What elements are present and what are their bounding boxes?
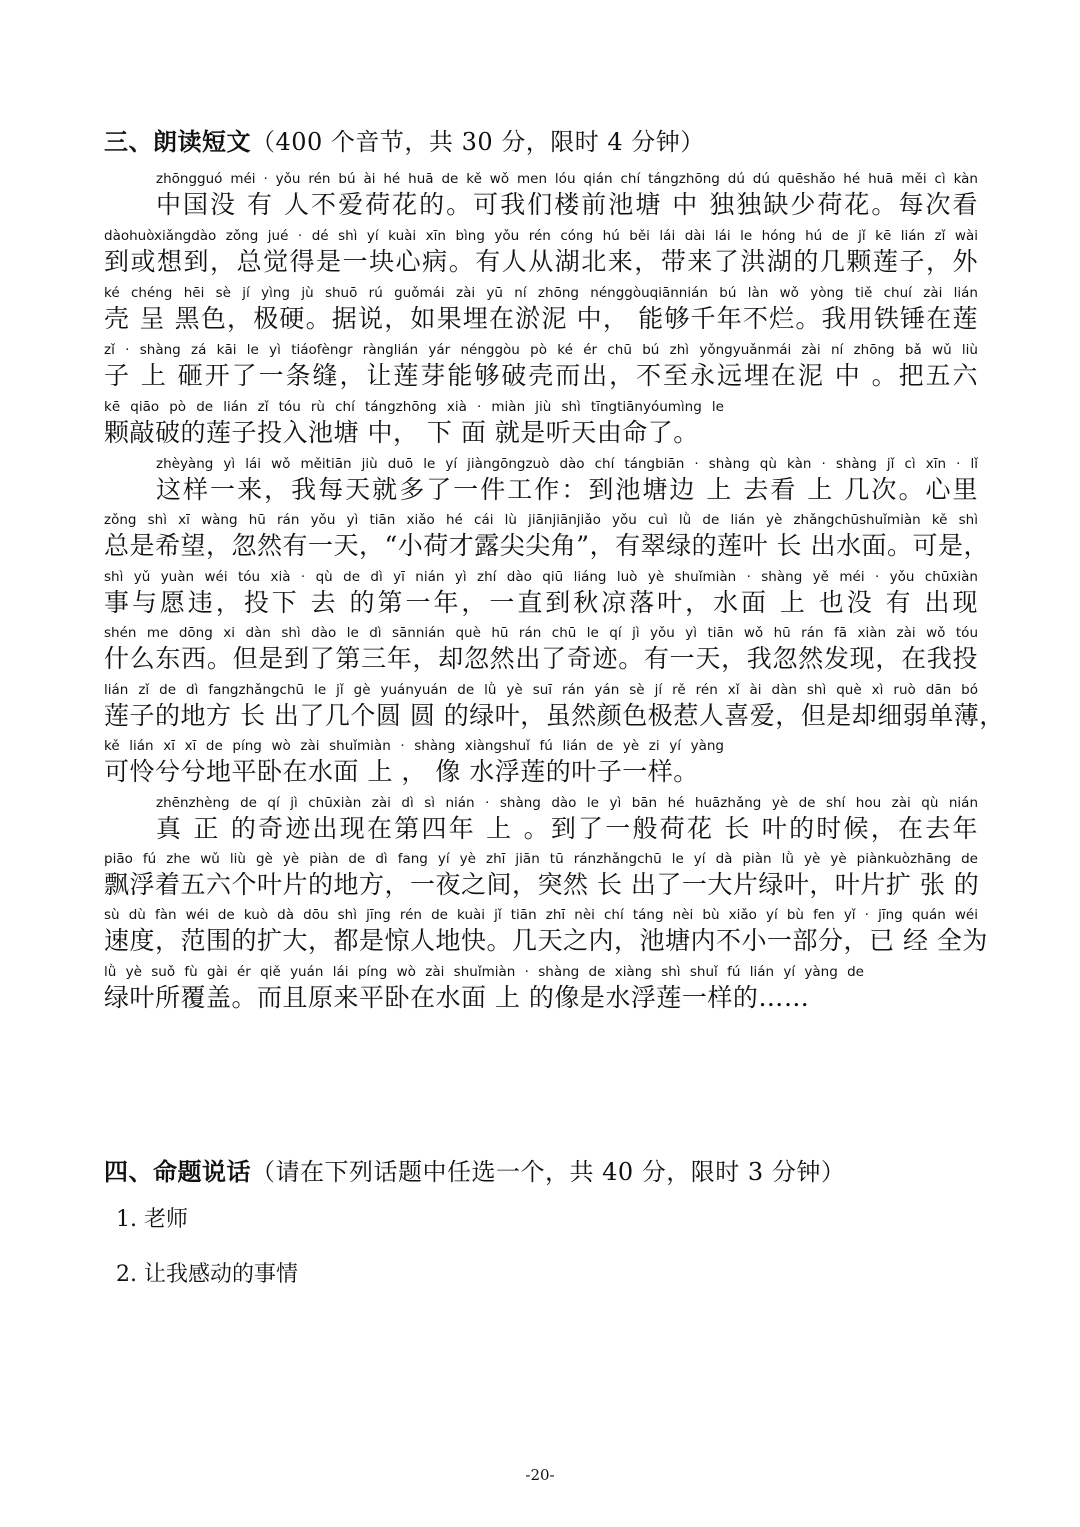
page-number: -20- (525, 1466, 555, 1484)
section4-title: 四、命题说话 (104, 1158, 251, 1186)
text-line: 到或想到，总觉得是一块心病。有人从湖北来，带来了洪湖的几颗莲子，外 (104, 247, 978, 276)
text-line: 壳 呈 黑色，极硬。据说，如果埋在淤泥 中， 能够千年不烂。我用铁锤在莲 (104, 304, 978, 333)
text-line: 子 上 砸开了一条缝，让莲芽能够破壳而出，不至永远埋在泥 中 。把五六 (104, 361, 978, 390)
pinyin-line: zǐ · shàng zá kāi le yì tiáofèngr rànglián yár nénggòu pò ké ér chū bú zhì yǒngyuǎnmái zài ní zhōng bǎ wǔ liù (104, 342, 978, 358)
passage-line (104, 850, 978, 910)
text-line: 飘浮着五六个叶片的地方，一夜之间，突然 长 出了一大片绿叶，叶片扩 张 的 (104, 870, 980, 899)
passage-line (104, 568, 978, 628)
pinyin-line: zǒng shì xī wàng hū rán yǒu yì tiān xiǎo hé cái lù jiānjiānjiǎo yǒu cuì lǜ de lián yè zhǎngchūshuǐmiàn kě shì (104, 512, 978, 528)
text-line: 总是希望，忽然有一天，“小荷才露尖尖角”，有翠绿的莲叶 长 出水面。可是， (104, 531, 989, 560)
passage-line (104, 398, 724, 458)
pinyin-line: piāo fú zhe wǔ liù gè yè piàn de dì fang yí yè zhī jiān tū ránzhǎngchū le yí dà piàn lǜ yè yè piànkuòzhāng de (104, 851, 978, 867)
pinyin-line: lǜ yè suǒ fù gài ér qiě yuán lái píng wò zài shuǐmiàn · shàng de xiàng shì shuǐ fú lián yí yàng de (104, 964, 864, 980)
topic-item: 2. 让我感动的事情 (116, 1262, 298, 1287)
pinyin-line: zhèyàng yì lái wǒ měitiān jiù duō le yí jiàngōngzuò dào chí tángbiān · shàng qù kàn · shàng jǐ cì xīn · lǐ (156, 456, 978, 472)
passage-line (104, 681, 1005, 741)
topic-item: 1. 老师 (116, 1207, 188, 1232)
pinyin-line: zhēnzhèng de qí jì chūxiàn zài dì sì nián · shàng dào le yì bān hé huāzhǎng yè de shí hou zài qù nián (156, 795, 978, 811)
passage-line (156, 170, 978, 230)
passage-line (104, 737, 724, 797)
passage-line (104, 227, 978, 287)
passage-line (104, 511, 989, 571)
pinyin-line: lián zǐ de dì fangzhǎngchū le jǐ gè yuányuán de lǜ yè suī rán yán sè jí rě rén xǐ ài dàn shì què xì ruò dān bó (104, 682, 978, 698)
pinyin-line: kě lián xī xī de píng wò zài shuǐmiàn · shàng xiàngshuǐ fú lián de yè zi yí yàng (104, 738, 724, 754)
pinyin-line: shì yǔ yuàn wéi tóu xià · qù de dì yī nián yì zhí dào qiū liáng luò yè shuǐmiàn · shàng yě méi · yǒu chūxiàn (104, 569, 978, 585)
text-line: 中国没 有 人不爱荷花的。可我们楼前池塘 中 独独缺少荷花。每次看 (156, 190, 978, 219)
pinyin-line: zhōngguó méi · yǒu rén bú ài hé huā de kě wǒ men lóu qián chí tángzhōng dú dú quēshǎo hé huā měi cì kàn (156, 171, 978, 187)
section4-note: （请在下列话题中任选一个，共 40 分，限时 3 分钟） (251, 1158, 846, 1186)
text-line: 绿叶所覆盖。而且原来平卧在水面 上 的像是水浮莲一样的…… (104, 983, 810, 1012)
pinyin-line: shén me dōng xi dàn shì dào le dì sānnián què hū rán chū le qí jì yǒu yì tiān wǒ hū rán fā xiàn zài wǒ tóu (104, 625, 978, 641)
pinyin-line: kē qiāo pò de lián zǐ tóu rù chí tángzhōng xià · miàn jiù shì tīngtiānyóumìng le (104, 399, 724, 415)
section3-title: 三、朗读短文 (104, 128, 251, 156)
passage-line (104, 906, 988, 966)
passage-line (104, 341, 978, 401)
text-line: 速度，范围的扩大，都是惊人地快。几天之内，池塘内不小一部分，已 经 全为 (104, 926, 988, 955)
text-line: 颗敲破的莲子投入池塘 中， 下 面 就是听天由命了。 (104, 418, 699, 447)
text-line: 真 正 的奇迹出现在第四年 上 。到了一般荷花 长 叶的时候，在去年 (156, 814, 978, 843)
text-line: 可怜兮兮地平卧在水面 上 ， 像 水浮莲的叶子一样。 (104, 757, 699, 786)
section3-note: （400 个音节，共 30 分，限时 4 分钟） (251, 128, 705, 156)
passage-line (104, 284, 978, 344)
text-line: 事与愿违，投下 去 的第一年，一直到秋凉落叶，水面 上 也没 有 出现 (104, 588, 978, 617)
passage-line (104, 624, 978, 684)
text-line: 什么东西。但是到了第三年，却忽然出了奇迹。有一天，我忽然发现，在我投 (104, 644, 978, 673)
section4-heading (104, 1152, 845, 1187)
passage-line (156, 455, 978, 515)
pinyin-line: sù dù fàn wéi de kuò dà dōu shì jīng rén de kuài jǐ tiān zhī nèi chí táng nèi bù xiǎo yí bù fen yǐ · jīng quán wéi (104, 907, 978, 923)
text-line: 这样一来，我每天就多了一件工作：到池塘边 上 去看 上 几次。心里 (156, 475, 978, 504)
pinyin-line: dàohuòxiǎngdào zǒng jué · dé shì yí kuài xīn bìng yǒu rén cóng hú běi lái dài lái le hóng hú de jǐ kē lián zǐ wài (104, 228, 978, 244)
section3-heading (104, 122, 705, 157)
passage-line (104, 963, 864, 1023)
pinyin-line: ké chéng hēi sè jí yìng jù shuō rú guǒmái zài yū ní zhōng nénggòuqiānnián bú làn wǒ yòng tiě chuí zài lián (104, 285, 978, 301)
text-line: 莲子的地方 长 出了几个圆 圆 的绿叶，虽然颜色极惹人喜爱，但是却细弱单薄， (104, 701, 1005, 730)
passage-line (156, 794, 978, 854)
